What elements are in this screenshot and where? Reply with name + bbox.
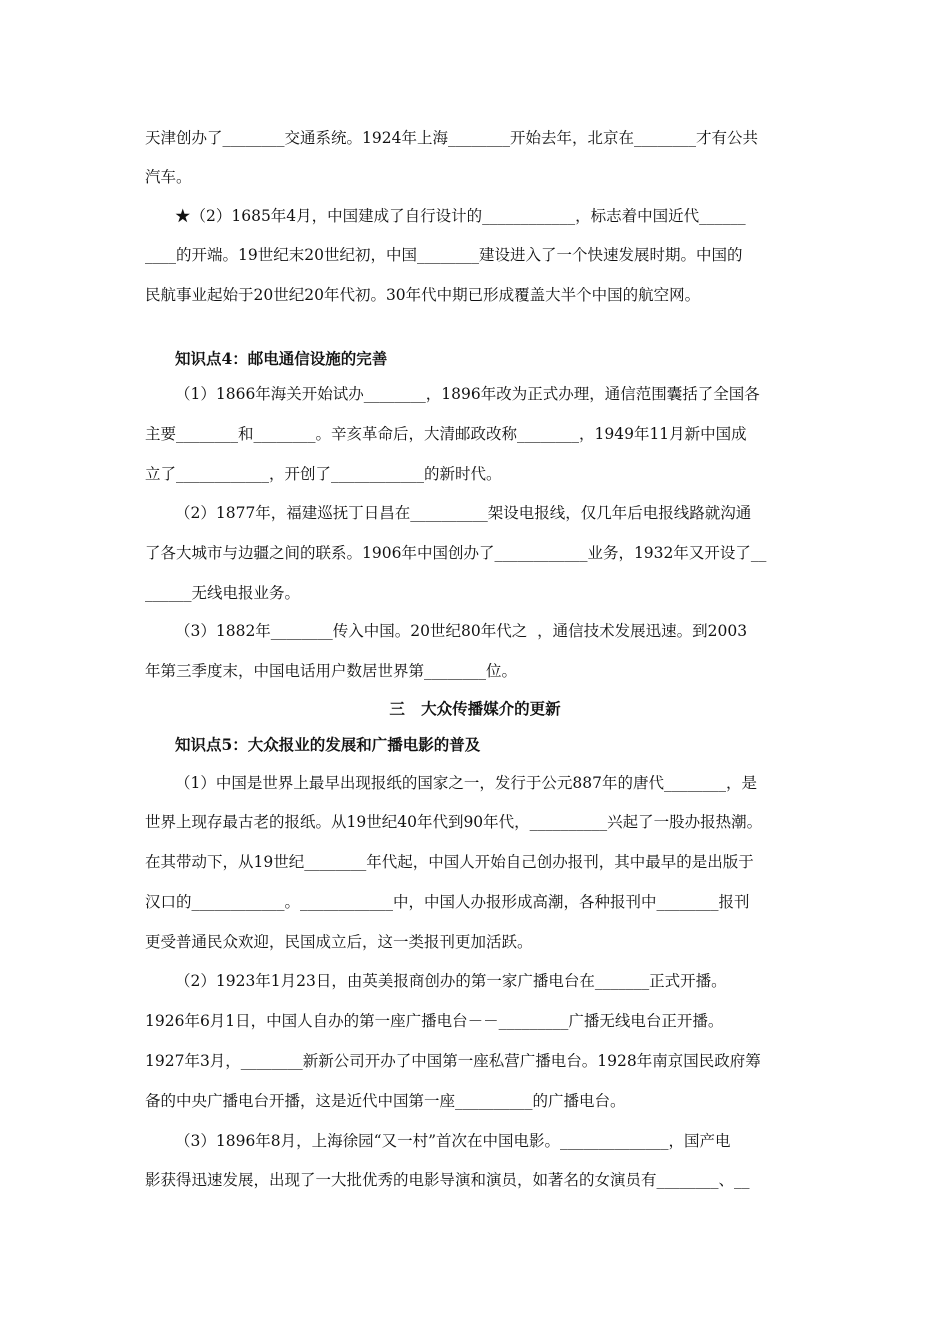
paragraph-7-line-3: 1927年3月，________新新公司开办了中国第一座私营广播电台。1928年南京国民政府筹	[145, 1052, 761, 1070]
paragraph-6-line-1: （1）中国是世界上最早出现报纸的国家之一，发行于公元887年的唐代________，是	[175, 774, 757, 792]
paragraph-8-line-2: 影获得迅速发展，出现了一大批优秀的电影导演和演员，如著名的女演员有________、__	[145, 1171, 750, 1189]
paragraph-1-line-2: 汽车。	[145, 168, 192, 186]
paragraph-4-line-1: （2）1877年，福建巡抚丁日昌在__________架设电报线，仅几年后电报线路就沟通	[175, 504, 752, 522]
paragraph-4-line-2: 了各大城市与边疆之间的联系。1906年中国创办了____________业务，1932年又开设了__	[145, 544, 767, 562]
paragraph-5-line-1: （3）1882年________传入中国。20世纪80年代之 ，通信技术发展迅速。到2003	[175, 622, 748, 640]
paragraph-6-line-5: 更受普通民众欢迎，民国成立后，这一类报刊更加活跃。	[145, 933, 533, 951]
section-heading-three: 三 大众传播媒介的更新	[389, 699, 561, 718]
paragraph-7-line-2: 1926年6月1日，中国人自办的第一座广播电台－－_________广播无线电台正开播。	[145, 1012, 724, 1030]
paragraph-6-line-4: 汉口的____________。____________中，中国人办报形成高潮，各种报刊中________报刊	[145, 893, 750, 911]
paragraph-3-line-2: 主要________和________。辛亥革命后，大清邮政改称________，1949年11月新中国成	[145, 425, 747, 443]
paragraph-7-line-1: （2）1923年1月23日，由英美报商创办的第一家广播电台在_______正式开播。	[175, 972, 727, 990]
paragraph-2-line-2: ____的开端。19世纪末20世纪初，中国________建设进入了一个快速发展时期。中国的	[145, 246, 743, 264]
paragraph-8-line-1: （3）1896年8月，上海徐园“又一村”首次在中国电影。______________，国产电	[175, 1132, 731, 1150]
paragraph-1-line-1: 天津创办了________交通系统。1924年上海________开始去年，北京在________才有公共	[145, 129, 758, 147]
paragraph-2-line-1: ★（2）1685年4月，中国建成了自行设计的____________，标志着中国近代______	[175, 207, 746, 225]
paragraph-3-line-3: 立了____________，开创了____________的新时代。	[145, 465, 502, 483]
section-heading-knowledge-5: 知识点5：大众报业的发展和广播电影的普及	[175, 735, 481, 754]
paragraph-3-line-1: （1）1866年海关开始试办________，1896年改为正式办理，通信范围囊括了全国各	[175, 385, 760, 403]
paragraph-5-line-2: 年第三季度末，中国电话用户数居世界第________位。	[145, 662, 518, 680]
paragraph-4-line-3: ______无线电报业务。	[145, 584, 301, 602]
paragraph-7-line-4: 备的中央广播电台开播，这是近代中国第一座__________的广播电台。	[145, 1092, 626, 1110]
paragraph-2-line-3: 民航事业起始于20世纪20年代初。30年代中期已形成覆盖大半个中国的航空网。	[145, 286, 701, 304]
section-heading-knowledge-4: 知识点4：邮电通信设施的完善	[175, 349, 388, 368]
paragraph-6-line-2: 世界上现存最古老的报纸。从19世纪40年代到90年代，__________兴起了一股办报热潮。	[145, 813, 763, 831]
paragraph-6-line-3: 在其带动下，从19世纪________年代起，中国人开始自己创办报刊，其中最早的是出版于	[145, 853, 754, 871]
